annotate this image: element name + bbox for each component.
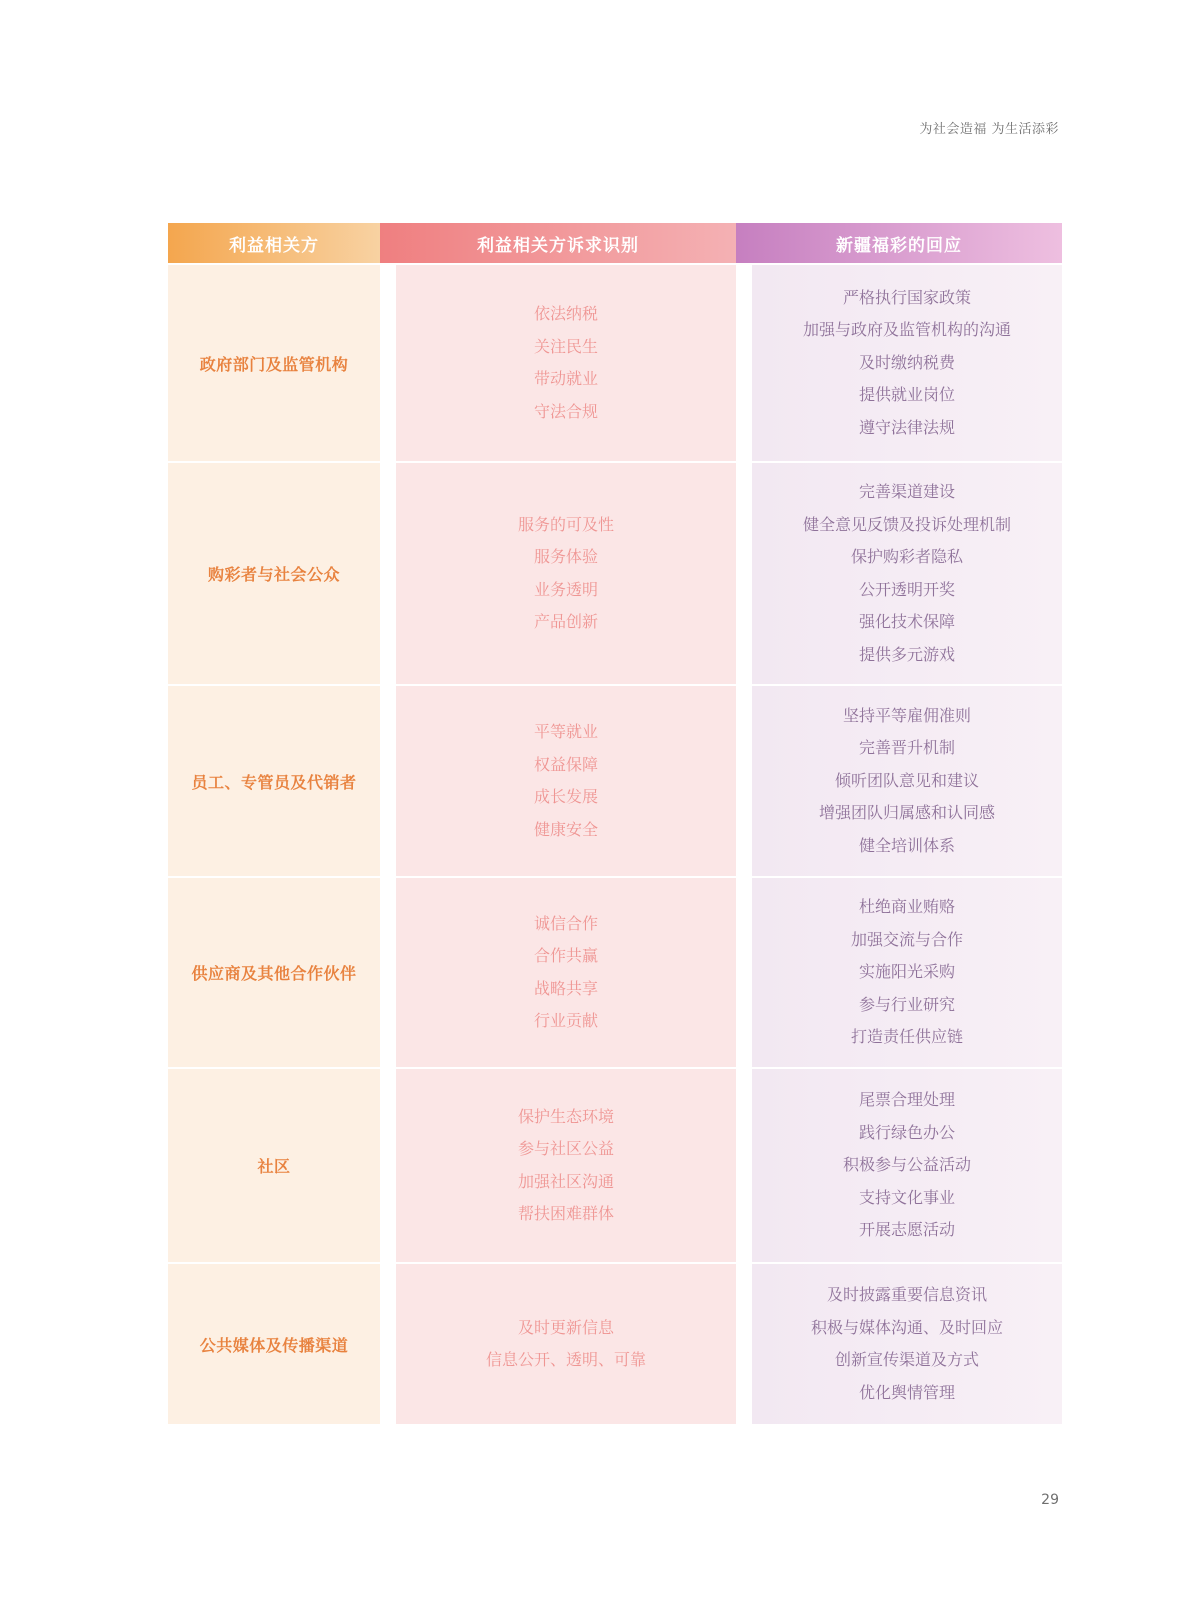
demand-item: 及时更新信息: [517, 1317, 614, 1337]
response-item: 加强与政府及监管机构的沟通: [802, 320, 1011, 340]
table-row: [168, 878, 1062, 1067]
stakeholder-cell: 政府部门及监管机构: [168, 265, 380, 461]
demand-item: 信息公开、透明、可靠: [485, 1350, 646, 1369]
table-body: [168, 265, 1062, 1424]
demand-item: 业务透明: [533, 579, 598, 599]
table-row: [168, 1264, 1062, 1424]
column-gap: [380, 463, 396, 684]
response-item: 优化舆情管理: [858, 1382, 955, 1402]
demands-cell: [396, 1264, 736, 1424]
response-item: 健全意见反馈及投诉处理机制: [802, 514, 1011, 534]
response-item: 加强交流与合作: [850, 929, 963, 949]
response-item: 参与行业研究: [858, 994, 955, 1014]
response-item: 尾票合理处理: [858, 1090, 955, 1110]
demand-item: 关注民生: [533, 336, 598, 356]
response-item: 遵守法律法规: [858, 417, 955, 437]
demand-item: 帮扶困难群体: [517, 1204, 614, 1223]
demand-item: 参与社区公益: [517, 1139, 614, 1158]
demand-item: 依法纳税: [533, 304, 598, 323]
response-item: 增强团队归属感和认同感: [818, 803, 995, 823]
response-item: 公开透明开奖: [858, 579, 955, 599]
stakeholder-cell: 员工、专管员及代销者: [168, 686, 380, 876]
demand-item: 诚信合作: [533, 913, 598, 933]
table-row: [168, 265, 1062, 461]
column-gap: [380, 265, 396, 461]
response-item: 倾听团队意见和建议: [834, 770, 979, 790]
response-item: 强化技术保障: [858, 612, 955, 631]
responses-cell: [752, 878, 1062, 1067]
column-gap: [380, 686, 396, 876]
column-gap: [380, 1069, 396, 1262]
response-item: 实施阳光采购: [858, 962, 955, 982]
demand-item: 保护生态环境: [517, 1106, 614, 1126]
column-gap: [380, 1264, 396, 1424]
response-item: 杜绝商业贿赂: [858, 897, 955, 917]
column-gap: [736, 1264, 752, 1424]
demands-cell: [396, 686, 736, 876]
column-gap: [736, 1069, 752, 1262]
table-row: [168, 463, 1062, 684]
demands-cell: [396, 1069, 736, 1262]
demand-item: 战略共享: [533, 978, 598, 998]
header-stakeholder: 利益相关方: [168, 223, 380, 263]
demand-item: 权益保障: [533, 754, 598, 774]
demand-item: 守法合规: [533, 401, 598, 421]
response-item: 打造责任供应链: [850, 1027, 963, 1047]
response-item: 坚持平等雇佣准则: [842, 705, 971, 725]
response-item: 积极与媒体沟通、及时回应: [810, 1317, 1003, 1337]
response-item: 支持文化事业: [858, 1187, 955, 1207]
column-gap: [736, 686, 752, 876]
responses-cell: [752, 463, 1062, 684]
column-gap: [736, 265, 752, 461]
demand-item: 服务的可及性: [517, 514, 614, 534]
stakeholder-cell: 供应商及其他合作伙伴: [168, 878, 380, 1067]
response-item: 及时披露重要信息资讯: [826, 1285, 987, 1304]
table-row: [168, 1069, 1062, 1262]
demand-item: 产品创新: [533, 612, 598, 631]
page-number: 29: [1041, 1492, 1059, 1508]
response-item: 健全培训体系: [858, 835, 955, 855]
response-item: 积极参与公益活动: [842, 1155, 971, 1175]
response-item: 开展志愿活动: [858, 1220, 955, 1240]
response-item: 保护购彩者隐私: [850, 547, 963, 566]
response-item: 提供多元游戏: [858, 644, 955, 664]
column-gap: [736, 463, 752, 684]
response-item: 严格执行国家政策: [842, 287, 971, 307]
response-item: 及时缴纳税费: [858, 352, 955, 372]
responses-cell: [752, 1069, 1062, 1262]
stakeholder-cell: 社区: [168, 1069, 380, 1262]
table-header-row: [168, 223, 1062, 263]
table-row: [168, 686, 1062, 876]
page-tagline: 为社会造福 为生活添彩: [919, 122, 1059, 137]
response-item: 完善晋升机制: [858, 738, 955, 758]
demand-item: 成长发展: [533, 787, 598, 806]
column-gap: [380, 878, 396, 1067]
response-item: 践行绿色办公: [858, 1122, 955, 1142]
demand-item: 合作共赢: [533, 946, 598, 965]
responses-cell: [752, 686, 1062, 876]
demand-item: 带动就业: [533, 369, 598, 388]
stakeholder-cell: 公共媒体及传播渠道: [168, 1264, 380, 1424]
response-item: 提供就业岗位: [858, 385, 955, 405]
stakeholder-cell: 购彩者与社会公众: [168, 463, 380, 684]
demand-item: 平等就业: [533, 722, 598, 741]
demand-item: 加强社区沟通: [517, 1171, 614, 1191]
demand-item: 服务体验: [533, 547, 598, 566]
responses-cell: [752, 265, 1062, 461]
demands-cell: [396, 265, 736, 461]
header-demands: 利益相关方诉求识别: [380, 223, 736, 263]
demand-item: 行业贡献: [533, 1011, 598, 1030]
column-gap: [736, 878, 752, 1067]
stakeholder-table: [168, 223, 1062, 1424]
demand-item: 健康安全: [533, 819, 598, 839]
response-item: 创新宣传渠道及方式: [834, 1350, 979, 1369]
header-responses: 新疆福彩的回应: [736, 223, 1062, 263]
responses-cell: [752, 1264, 1062, 1424]
response-item: 完善渠道建设: [858, 482, 955, 501]
demands-cell: [396, 878, 736, 1067]
demands-cell: [396, 463, 736, 684]
